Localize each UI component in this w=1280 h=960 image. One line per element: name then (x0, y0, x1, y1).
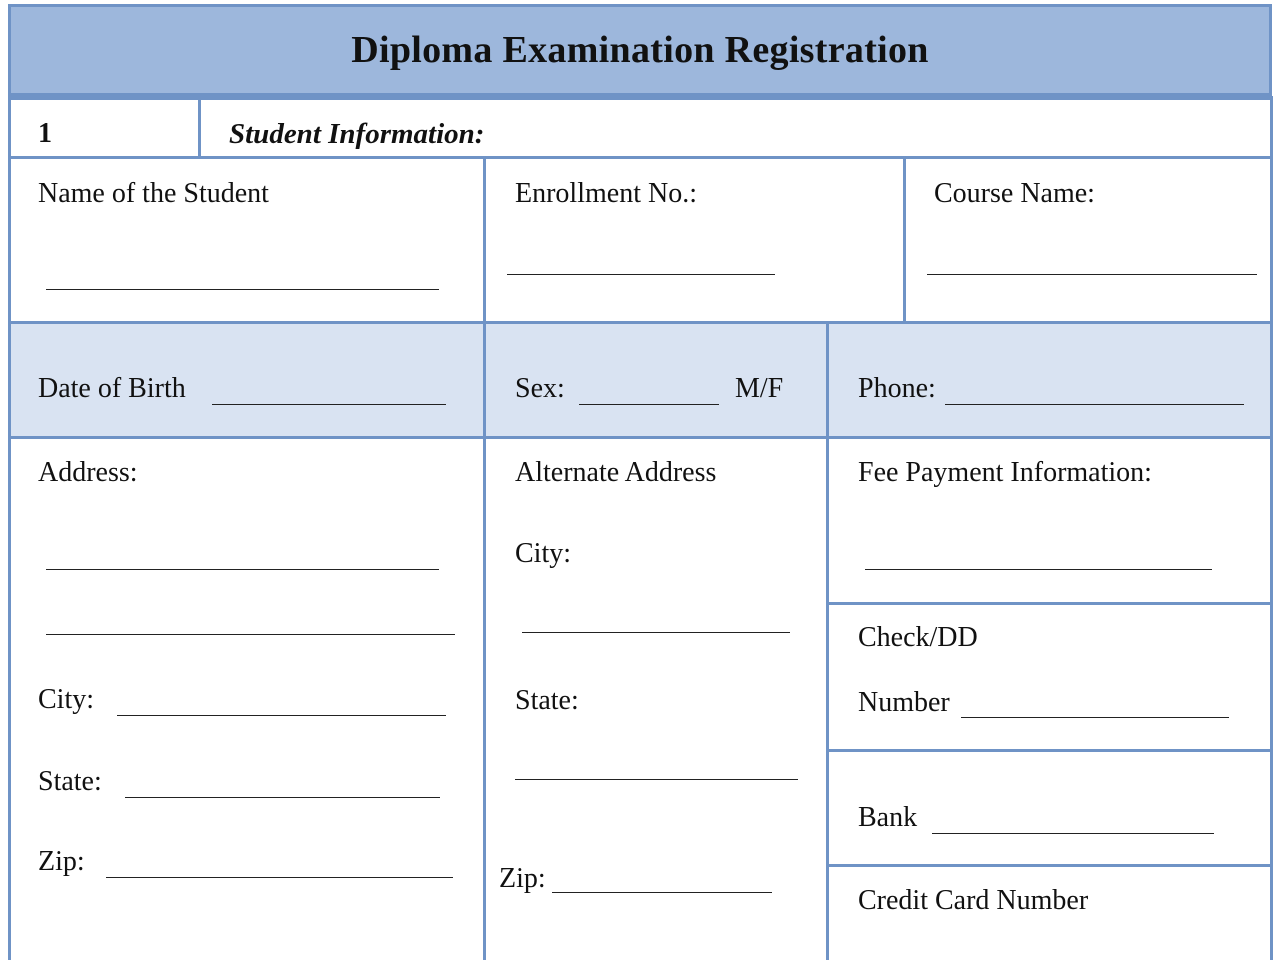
border-right (1270, 96, 1273, 960)
zip-label: Zip: (38, 846, 85, 877)
course-name-field[interactable] (927, 274, 1257, 275)
fee-payment-field[interactable] (865, 569, 1212, 570)
dob-label: Date of Birth (38, 373, 186, 404)
alternate-city-field[interactable] (522, 632, 790, 633)
state-label: State: (38, 766, 102, 797)
fee-payment-label: Fee Payment Information: (858, 457, 1152, 488)
credit-card-label: Credit Card Number (858, 885, 1089, 916)
city-label: City: (38, 684, 95, 715)
form-title: Diploma Examination Registration (351, 29, 929, 71)
alternate-city-label: City: (515, 538, 572, 569)
address-line-2-field[interactable] (46, 634, 455, 635)
city-field[interactable] (117, 715, 446, 716)
rule (828, 602, 1273, 605)
zip-field[interactable] (106, 877, 453, 878)
student-name-label: Name of the Student (38, 178, 269, 209)
alternate-state-field[interactable] (515, 779, 798, 780)
bank-field[interactable] (932, 833, 1214, 834)
state-field[interactable] (125, 797, 440, 798)
sex-field[interactable] (579, 404, 719, 405)
alternate-state-label: State: (515, 685, 579, 716)
course-name-label: Course Name: (934, 178, 1095, 209)
dob-field[interactable] (212, 404, 446, 405)
shaded-row (10, 323, 1272, 437)
rule (828, 864, 1273, 867)
check-dd-number-field[interactable] (961, 717, 1229, 718)
alternate-zip-label: Zip: (499, 863, 546, 894)
check-dd-number-label: Number (858, 687, 950, 718)
form-title-bar (8, 4, 1272, 96)
alternate-zip-field[interactable] (552, 892, 772, 893)
bank-label: Bank (858, 802, 918, 833)
check-dd-label: Check/DD (858, 622, 978, 653)
sex-options: M/F (735, 373, 784, 404)
enrollment-field[interactable] (507, 274, 775, 275)
phone-label: Phone: (858, 373, 936, 404)
rule (198, 96, 201, 158)
phone-field[interactable] (945, 404, 1244, 405)
student-name-field[interactable] (46, 289, 439, 290)
rule (8, 321, 1273, 324)
rule (8, 436, 1273, 439)
section-title: Student Information: (229, 118, 485, 150)
rule (483, 158, 486, 960)
rule (903, 158, 906, 323)
enrollment-label: Enrollment No.: (515, 178, 697, 209)
rule (828, 749, 1273, 752)
section-number: 1 (38, 118, 52, 149)
rule (826, 323, 829, 960)
border-left (8, 96, 11, 960)
address-label: Address: (38, 457, 138, 488)
alternate-address-label: Alternate Address (515, 457, 717, 488)
address-line-1-field[interactable] (46, 569, 439, 570)
sex-label: Sex: (515, 373, 565, 404)
